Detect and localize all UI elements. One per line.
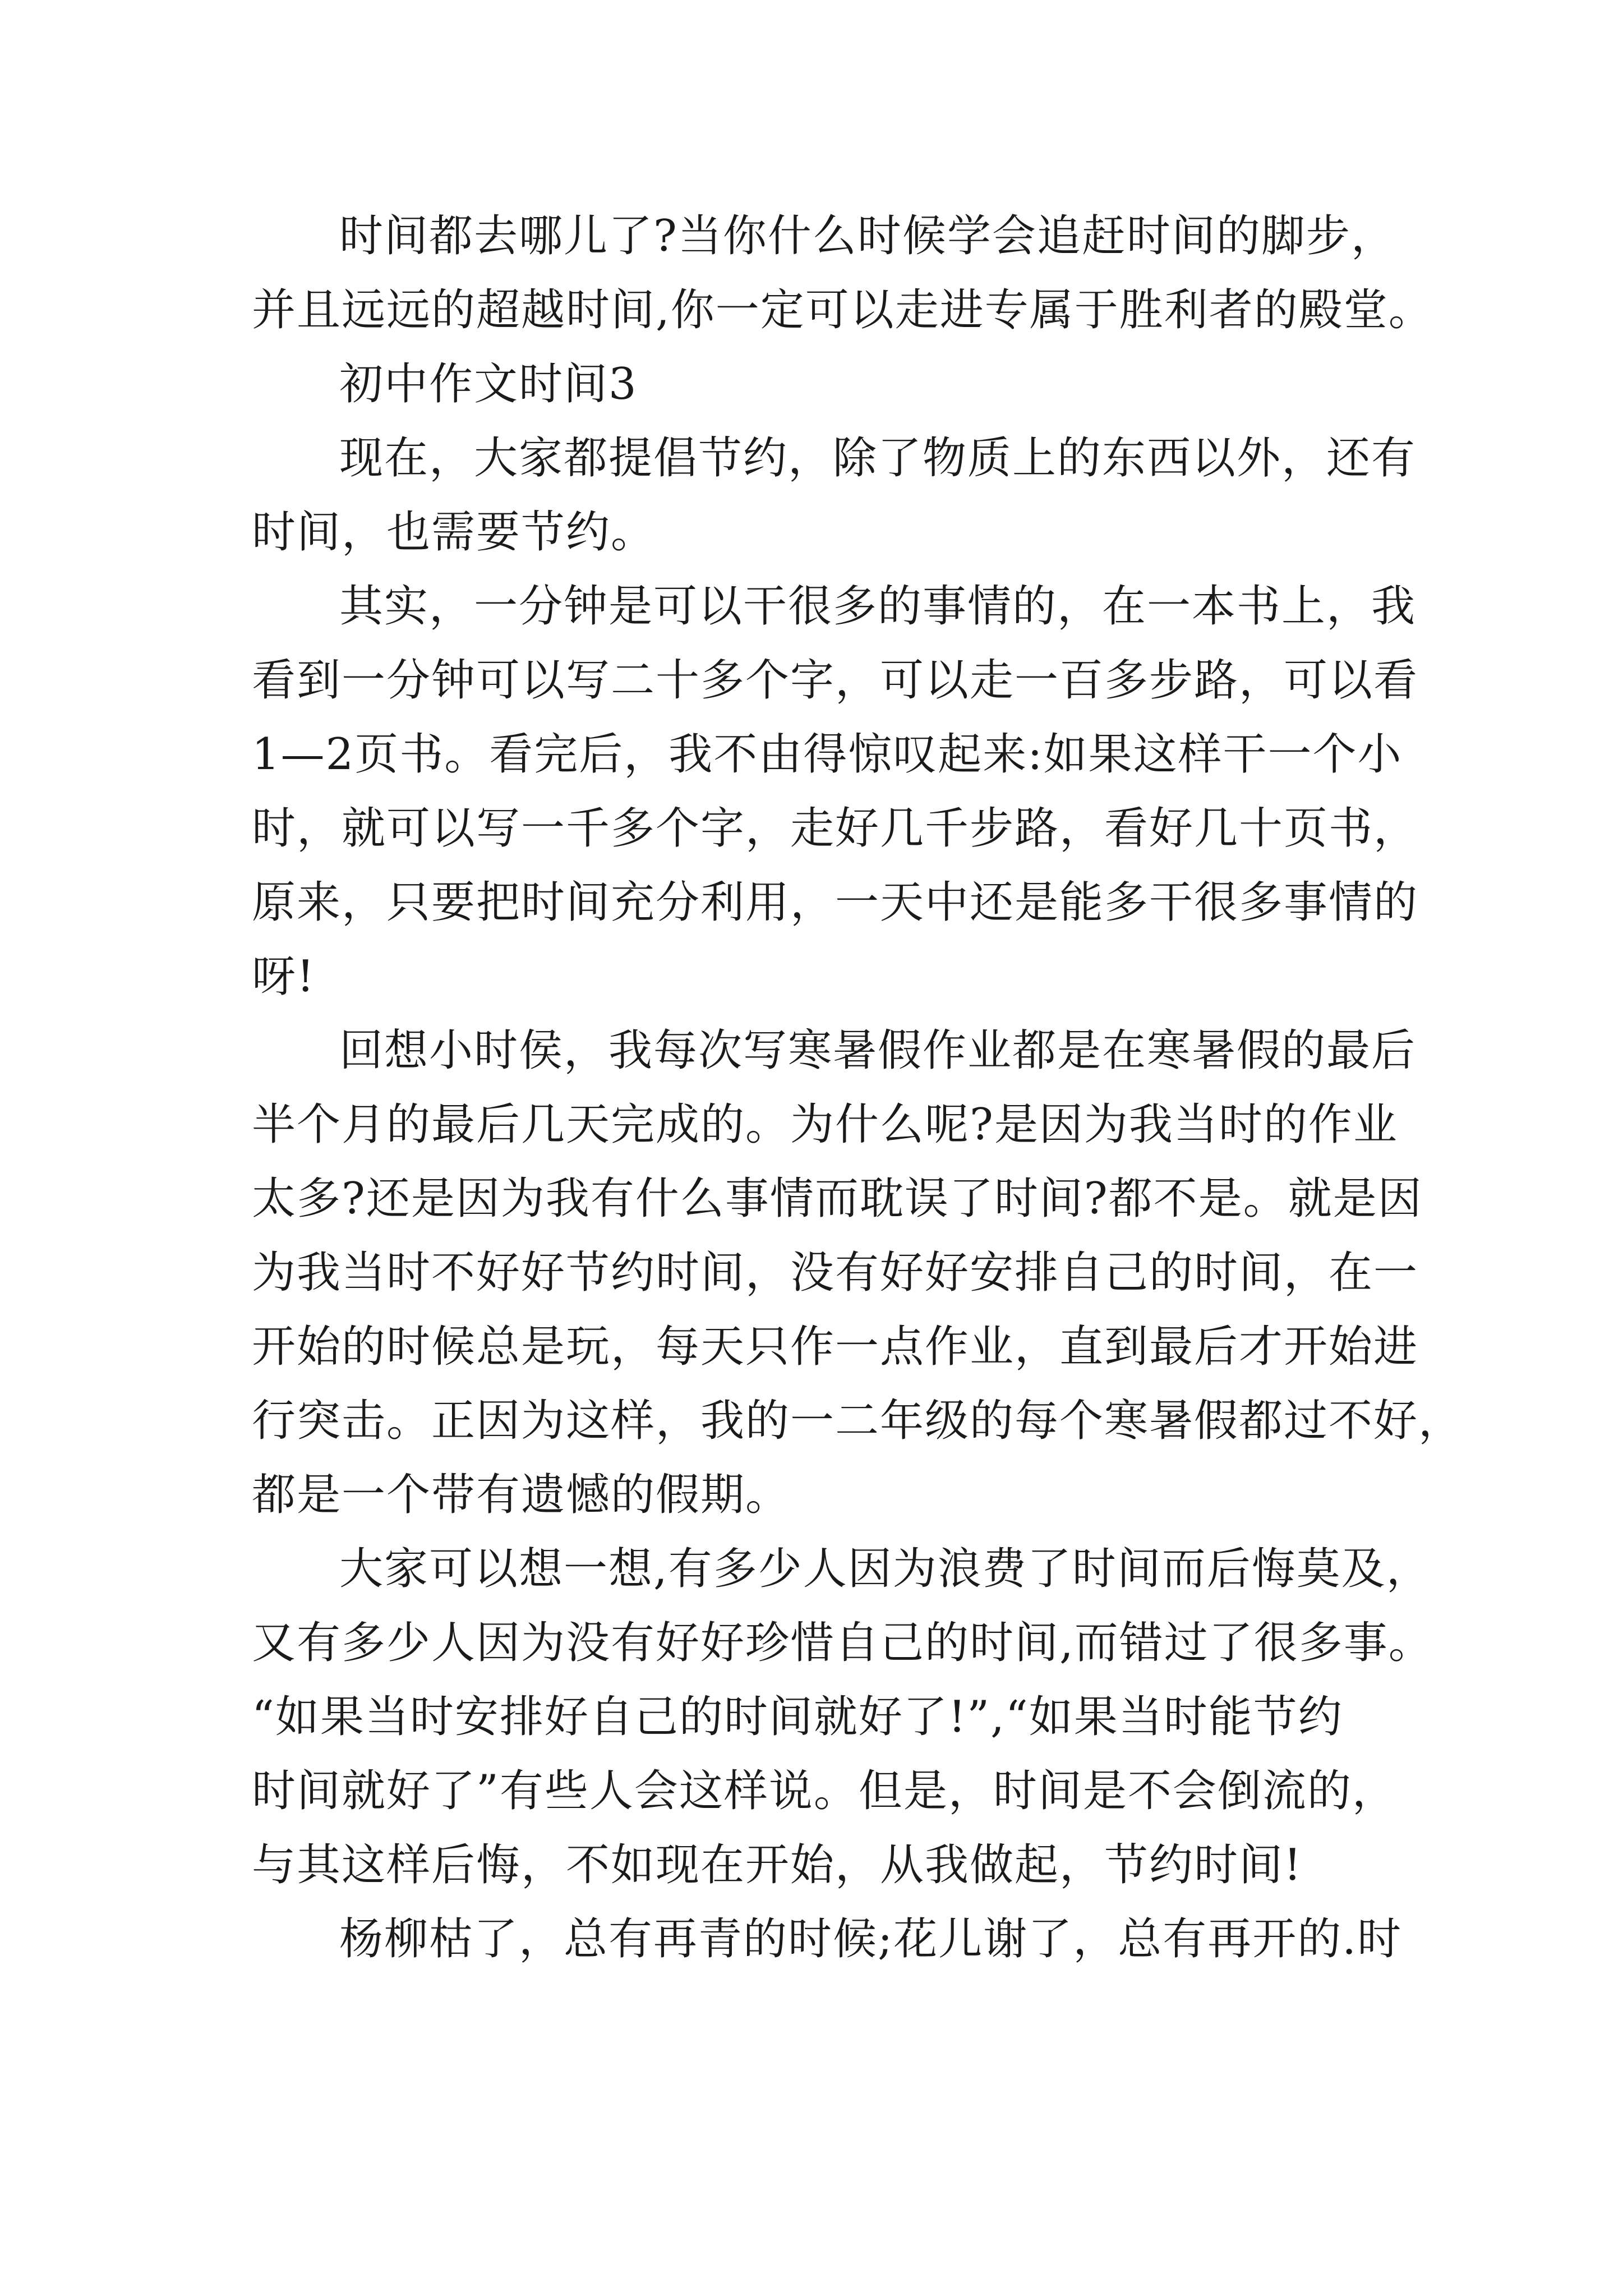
text-line: 为我当时不好好节约时间，没有好好安排自己的时间，在一 — [252, 1248, 1419, 1298]
section-heading: 初中作文时间3 — [339, 359, 638, 409]
text-line: 时间都去哪儿了?当你什么时候学会追赶时间的脚步， — [339, 211, 1396, 261]
text-line: 太多?还是因为我有什么事情而耽误了时间?都不是。就是因 — [252, 1174, 1423, 1224]
text-line: 时，就可以写一千多个字，走好几千步路，看好几十页书， — [252, 803, 1419, 854]
text-line: 时间就好了”有些人会这样说。但是，时间是不会倒流的， — [252, 1766, 1397, 1816]
text-line: 并且远远的超越时间,你一定可以走进专属于胜利者的殿堂。 — [252, 285, 1433, 335]
text-line: 原来，只要把时间充分利用，一天中还是能多干很多事情的 — [252, 877, 1419, 928]
text-line: 杨柳枯了，总有再青的时候;花儿谢了，总有再开的.时 — [339, 1914, 1403, 1964]
text-line: 回想小时侯，我每次写寒暑假作业都是在寒暑假的最后 — [339, 1025, 1417, 1076]
text-line: 开始的时候总是玩，每天只作一点作业，直到最后才开始进 — [252, 1322, 1419, 1372]
text-line: 半个月的最后几天完成的。为什么呢?是因为我当时的作业 — [252, 1099, 1398, 1150]
text-line: 呀! — [252, 951, 316, 1002]
text-line: “如果当时安排好自己的时间就好了!”,“如果当时能节约 — [252, 1692, 1343, 1742]
text-line: 时间，也需要节约。 — [252, 507, 656, 558]
text-line: 看到一分钟可以写二十多个字，可以走一百多步路，可以看 — [252, 655, 1419, 706]
text-line: 大家可以想一想,有多少人因为浪费了时间而后悔莫及， — [339, 1544, 1431, 1594]
text-line: 与其这样后悔，不如现在开始，从我做起，节约时间! — [252, 1840, 1303, 1890]
essay-text — [252, 199, 1464, 1976]
text-line: 现在，大家都提倡节约，除了物质上的东西以外，还有 — [339, 433, 1417, 484]
text-line: 行突击。正因为这样，我的一二年级的每个寒暑假都过不好， — [252, 1396, 1464, 1446]
text-line: 又有多少人因为没有好好珍惜自己的时间,而错过了很多事。 — [252, 1618, 1433, 1668]
text-line: 都是一个带有遗憾的假期。 — [252, 1470, 791, 1520]
text-line: 其实，一分钟是可以干很多的事情的，在一本书上，我 — [339, 581, 1417, 632]
text-line: 1—2页书。看完后，我不由得惊叹起来:如果这样干一个小 — [252, 729, 1403, 780]
